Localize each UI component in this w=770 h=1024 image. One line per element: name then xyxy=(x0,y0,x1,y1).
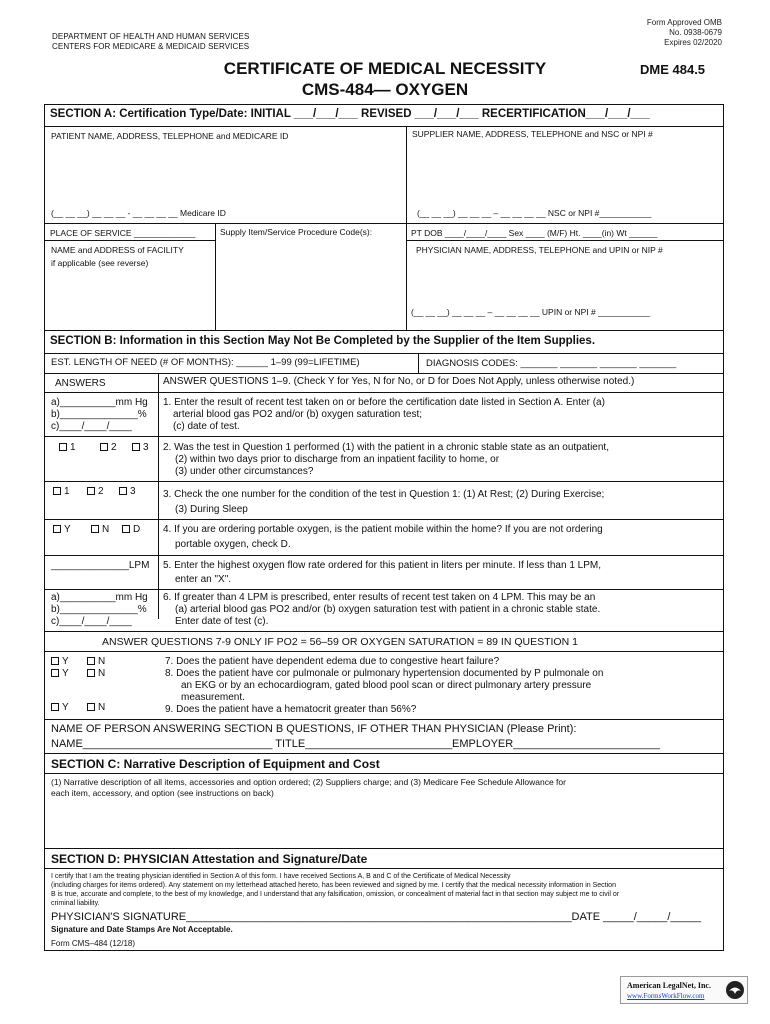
q2-option-2[interactable]: 2 xyxy=(100,442,117,454)
q6-text-1: 6. If greater than 4 LPM is prescribed, enter results of recent test taken on 4 LPM. This may be an xyxy=(163,592,596,603)
omb-line-1: Form Approved OMB xyxy=(646,18,722,27)
est-length-field[interactable]: EST. LENGTH OF NEED (# OF MONTHS): ______ 1–99 (99=LIFETIME) xyxy=(51,357,360,368)
name-person-label: NAME OF PERSON ANSWERING SECTION B QUESTIONS, IF OTHER THAN PHYSICIAN (Please Print): xyxy=(51,723,577,735)
q9-option-y[interactable]: Y xyxy=(51,702,69,714)
q2-text-2: (2) within two days prior to discharge from an inpatient facility to home, or xyxy=(175,454,500,465)
instructions: ANSWER QUESTIONS 1–9. (Check Y for Yes, N for No, or D for Does Not Apply, unless otherwise noted.) xyxy=(163,376,635,387)
omb-line-2: No. 0938-0679 xyxy=(669,28,722,37)
attestation-line-1: I certify that I am the treating physician identified in Section A of this form. I have received Sections A, B and C of the Certificate of Medical Necessity xyxy=(51,873,511,880)
checkbox-icon xyxy=(51,669,59,677)
q4-option-n[interactable]: N xyxy=(91,524,109,536)
checkbox-icon xyxy=(87,669,95,677)
publisher-name: American LegalNet, Inc. xyxy=(627,981,711,990)
q1-text-1: 1. Enter the result of recent test taken on or before the certification date listed in Section A. Enter (a) xyxy=(163,397,605,408)
q9-text: 9. Does the patient have a hematocrit greater than 56%? xyxy=(165,704,417,715)
q8-text-3: measurement. xyxy=(181,692,245,703)
q7-option-n[interactable]: N xyxy=(87,656,105,668)
checkbox-icon xyxy=(119,487,127,495)
q1-text-3: (c) date of test. xyxy=(173,421,240,432)
section-a-heading: SECTION A: Certification Type/Date: INITIAL ___/___/___ REVISED ___/___/___ RECERTIFICATION___/___/___ xyxy=(50,108,650,120)
diagnosis-codes-field[interactable]: DIAGNOSIS CODES: _______ _______ _______ _______ xyxy=(426,358,677,369)
q3-option-1[interactable]: 1 xyxy=(53,486,70,498)
checkbox-icon xyxy=(122,525,130,533)
narrative-description-area[interactable] xyxy=(49,801,719,845)
checkbox-icon xyxy=(87,487,95,495)
stamp-note: Signature and Date Stamps Are Not Acceptable. xyxy=(51,925,233,934)
section-b-heading: SECTION B: Information in this Section May Not Be Completed by the Supplier of the Item Supplies. xyxy=(50,335,596,347)
title-line-1: CERTIFICATE OF MEDICAL NECESSITY xyxy=(223,59,547,78)
attestation-line-2: (including charges for items ordered). Any statement on my letterhead attached hereto, has been reviewed and signed by me. I certify that the medical necessity information in Section xyxy=(51,882,616,889)
supply-item-field[interactable]: Supply Item/Service Procedure Code(s): xyxy=(220,227,373,237)
q5-answer-field[interactable]: ______________LPM xyxy=(51,560,150,571)
q4-text-1: 4. If you are ordering portable oxygen, is the patient mobile within the home? If you are not ordering xyxy=(163,524,603,535)
checkbox-icon xyxy=(100,443,108,451)
form-reference: Form CMS–484 (12/18) xyxy=(51,939,136,948)
checkbox-icon xyxy=(91,525,99,533)
q6-answer-b[interactable]: b)______________% xyxy=(51,604,147,615)
supplier-phone-field[interactable]: (__ __ __) __ __ __ – __ __ __ __ NSC or NPI #___________ xyxy=(417,208,652,218)
q2-option-1[interactable]: 1 xyxy=(59,442,76,454)
section-d-heading: SECTION D: PHYSICIAN Attestation and Signature/Date xyxy=(51,852,368,866)
q1-answer-a[interactable]: a)__________mm Hg xyxy=(51,397,148,408)
q2-option-3[interactable]: 3 xyxy=(132,442,149,454)
title-line-2: CMS-484— OXYGEN xyxy=(301,80,469,99)
q2-text-3: (3) under other circumstances? xyxy=(175,466,314,477)
attestation-line-4: criminal liability. xyxy=(51,900,100,907)
eagle-icon xyxy=(725,980,745,1000)
attestation-line-3: B is true, accurate and complete, to the best of my knowledge, and I understand that any falsification, omission, or concealment of material fact in that section may subject me to civil or xyxy=(51,891,620,898)
checkbox-icon xyxy=(87,703,95,711)
publisher-logo xyxy=(620,976,748,1004)
department-header xyxy=(52,32,249,52)
omb-block xyxy=(647,18,722,48)
q4-text-2: portable oxygen, check D. xyxy=(175,539,291,550)
q6-text-2: (a) arterial blood gas PO2 and/or (b) oxygen saturation test with patient in a chronic stable state. xyxy=(175,604,601,615)
section-c-heading: SECTION C: Narrative Description of Equipment and Cost xyxy=(51,757,380,771)
q7-text: 7. Does the patient have dependent edema due to congestive heart failure? xyxy=(165,656,500,667)
checkbox-icon xyxy=(53,525,61,533)
physician-signature-field[interactable]: PHYSICIAN'S SIGNATURE_______________________________________________________________DATE _____/_____/_____ xyxy=(51,911,702,923)
q79-heading: ANSWER QUESTIONS 7-9 ONLY IF PO2 = 56–59 OR OXYGEN SATURATION = 89 IN QUESTION 1 xyxy=(102,636,578,648)
dept-line-1: DEPARTMENT OF HEALTH AND HUMAN SERVICES xyxy=(52,32,250,41)
q8-text-2: an EKG or by an echocardiogram, gated blood pool scan or direct pulmonary artery pressure xyxy=(181,680,592,691)
section-c-text-1: (1) Narrative description of all items, accessories and option ordered; (2) Suppliers charge; and (3) Medicare Fee Schedule Allowance for xyxy=(51,777,566,787)
q3-text-2: (3) During Sleep xyxy=(175,504,248,515)
dept-line-2: CENTERS FOR MEDICARE & MEDICAID SERVICES xyxy=(52,42,250,51)
checkbox-icon xyxy=(51,703,59,711)
patient-label: PATIENT NAME, ADDRESS, TELEPHONE and MEDICARE ID xyxy=(51,131,289,141)
publisher-url[interactable]: www.FormsWorkFlow.com xyxy=(627,992,705,1000)
q1-text-2: arterial blood gas PO2 and/or (b) oxygen saturation test; xyxy=(173,409,423,420)
q6-answer-c[interactable]: c)____/____/____ xyxy=(51,616,132,627)
checkbox-icon xyxy=(51,657,59,665)
checkbox-icon xyxy=(132,443,140,451)
place-of-service-field[interactable]: PLACE OF SERVICE _____________ xyxy=(50,228,196,238)
patient-phone-field[interactable]: (__ __ __) __ __ __ - __ __ __ __ Medicare ID xyxy=(51,208,226,218)
q3-option-2[interactable]: 2 xyxy=(87,486,104,498)
q7-option-y[interactable]: Y xyxy=(51,656,69,668)
name-title-employer-field[interactable]: NAME_______________________________ TITLE________________________EMPLOYER________________________ xyxy=(51,738,661,750)
supplier-label: SUPPLIER NAME, ADDRESS, TELEPHONE and NSC or NPI # xyxy=(412,129,653,139)
checkbox-icon xyxy=(87,657,95,665)
q3-option-3[interactable]: 3 xyxy=(119,486,136,498)
answers-label: ANSWERS xyxy=(55,378,106,389)
q8-option-y[interactable]: Y xyxy=(51,668,69,680)
form-frame xyxy=(44,104,724,951)
form-code: DME 484.5 xyxy=(640,62,706,77)
facility-label-2: if applicable (see reverse) xyxy=(51,258,149,268)
omb-line-3: Expires 02/2020 xyxy=(664,38,722,47)
q1-answer-b[interactable]: b)______________% xyxy=(51,409,147,420)
section-c-text-2: each item, accessory, and option (see instructions on back) xyxy=(51,788,274,798)
facility-label-1: NAME and ADDRESS of FACILITY xyxy=(51,245,184,255)
q9-option-n[interactable]: N xyxy=(87,702,105,714)
q1-answer-c[interactable]: c)____/____/____ xyxy=(51,421,132,432)
q6-text-3: Enter date of test (c). xyxy=(175,616,269,627)
q8-text-1: 8. Does the patient have cor pulmonale or pulmonary hypertension documented by P pulmonale on xyxy=(165,668,604,679)
q5-text-1: 5. Enter the highest oxygen flow rate ordered for this patient in liters per minute. If less than 1 LPM, xyxy=(163,560,602,571)
q4-option-y[interactable]: Y xyxy=(53,524,71,536)
checkbox-icon xyxy=(53,487,61,495)
q3-text-1: 3. Check the one number for the condition of the test in Question 1: (1) At Rest; (2) During Exercise; xyxy=(163,489,605,500)
q5-text-2: enter an "X". xyxy=(175,574,232,585)
physician-label: PHYSICIAN NAME, ADDRESS, TELEPHONE and UPIN or NIP # xyxy=(416,245,663,255)
q2-text-1: 2. Was the test in Question 1 performed (1) with the patient in a chronic stable state as an outpatient, xyxy=(163,442,609,453)
q4-option-d[interactable]: D xyxy=(122,524,140,536)
q6-answer-a[interactable]: a)__________mm Hg xyxy=(51,592,148,603)
physician-phone-field[interactable]: (__ __ __) __ __ __ – __ __ __ __ UPIN or NPI # ___________ xyxy=(411,307,651,317)
checkbox-icon xyxy=(59,443,67,451)
pt-dob-field[interactable]: PT DOB ____/____/____ Sex ____ (M/F) Ht. ____(in) Wt ______ xyxy=(411,228,658,238)
q8-option-n[interactable]: N xyxy=(87,668,105,680)
